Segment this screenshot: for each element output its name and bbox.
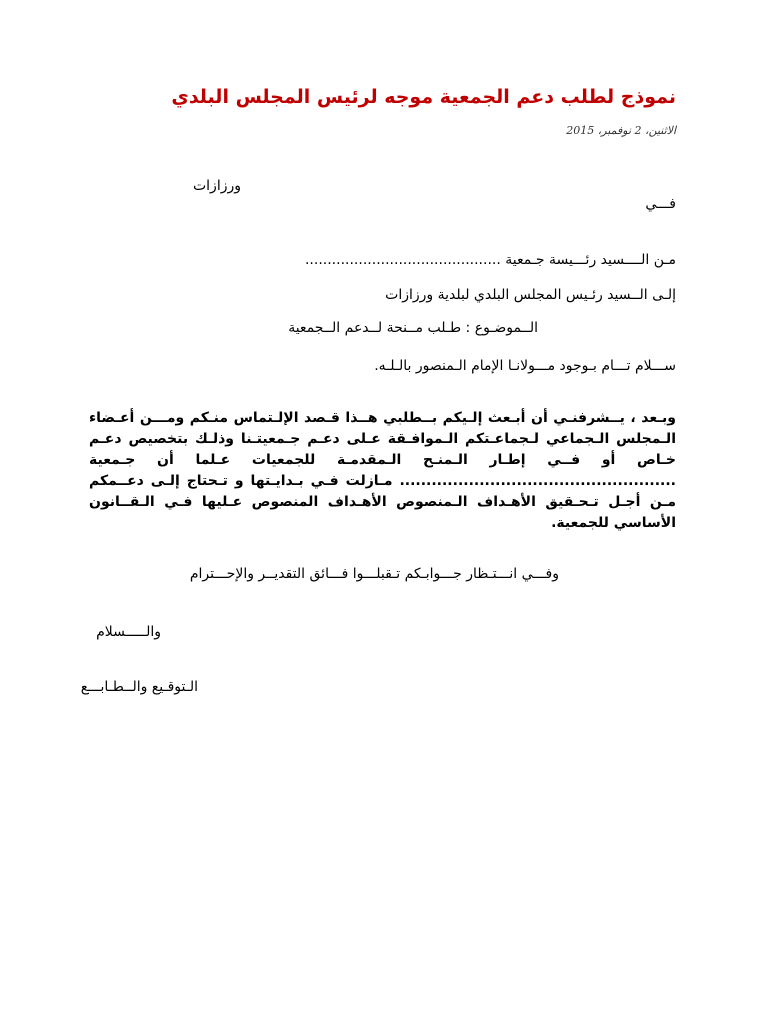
letter-subject-line: الــموضـوع : طـلب مــنحة لــدعم الــجمعية <box>288 320 538 336</box>
letter-body-paragraph: وبـعد ، يــشرفنـي أن أبـعث إلـيكم بــطلبي هــذا قـصد الإلـتماس منـكم ومـــن أعـضاء الـمجلس الـجماعي لـجماعـتكم الـموافـقة عـلى دعـم جـمعيتـنا وذلـك بتخصيص دعـم خـاص أو فــي إطـار الـمنـح الـمقدمـة للجمعيات عـلما أن جـمعية .................................................... مـازلت فـي بـدايـتها و تـحتاج إلـى دعــمكم مـن أجـل تـحـقيق الأهـداف الـمنصوص الأهـداف المنصوص عـليها فـي الـقــانون الأساسي للجمعية. <box>89 410 676 531</box>
letter-signature-label: الـتوقـيع والــطـابـــع <box>80 679 198 695</box>
letter-location-prefix: فـــي <box>645 196 676 212</box>
letter-title: نموذج لطلب دعم الجمعية موجه لرئيس المجلس البلدي <box>171 86 676 108</box>
letter-recipient-line: إلـى الــسيد رئـيس المجلس البلدي لبلدية ورزازات <box>385 287 676 303</box>
letter-closing: وفـــي انـــتـظار جـــوابـكم تـقبلـــوا فـــائق التقديــر والإحـــترام <box>189 566 559 582</box>
letter-sender-line: مـن الــــسيد رئـــيسة جـمعية ............................................ <box>304 252 676 268</box>
letter-date: الاثنين، 2 نوفمبر، 2015 <box>566 124 676 137</box>
letter-city: ورزازات <box>192 178 241 194</box>
letter-greeting: ســـلام تـــام بـوجود مـــولانـا الإمام الـمنصور بالـلـه. <box>374 358 676 374</box>
letter-salutation: والـــــسلام <box>96 624 161 640</box>
